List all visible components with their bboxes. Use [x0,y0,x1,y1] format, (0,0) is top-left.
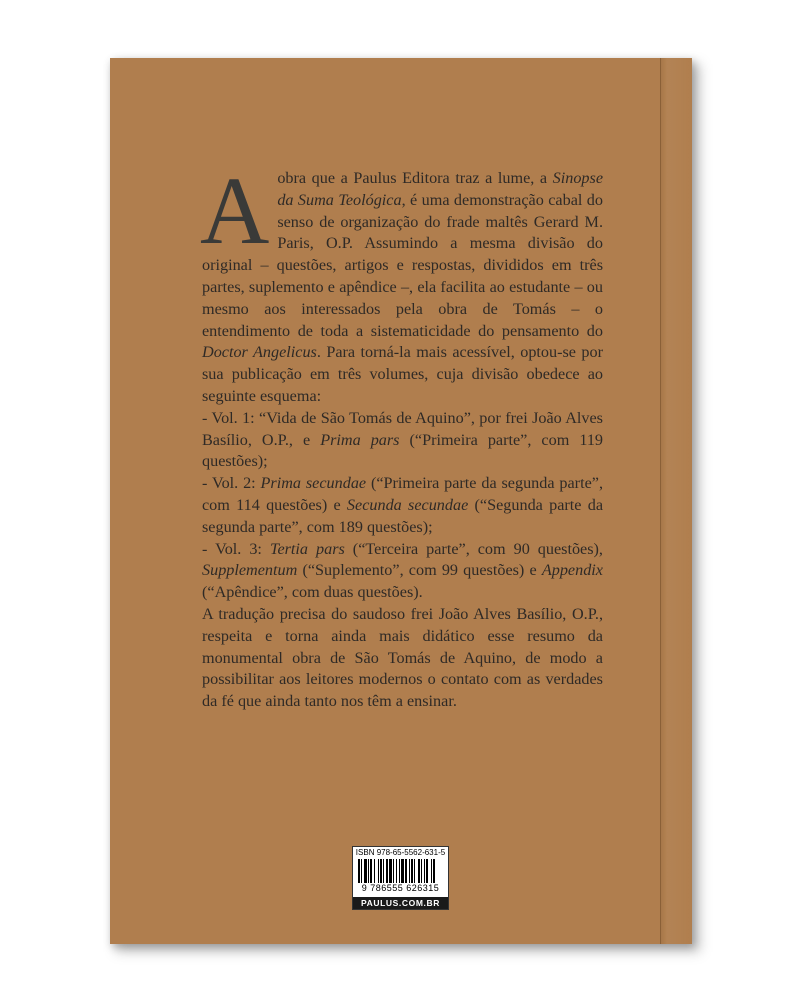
vol1-text-a: - Vol. 1: “Vida de São Tomás de Aquino”, por frei João Alves Basílio, O.P., e [202,408,603,449]
intro-text-b: , é uma demonstração cabal do senso de organização do frade maltês Gerard M. Paris, O.P. Assumindo a mesma divisão do original – questões, artigos e respostas, divididos em três partes, suplemento e apêndice –, ela facilita ao estudante – ou mesmo aos interessados pela obra de Tomás – o entendimento de toda a sistematicidade do pensamento do [202,190,603,340]
vol3-italic-2: Supplementum [202,561,298,580]
spine-fold [660,58,693,944]
vol3-text-d: (“Apêndice”, com duas questões). [202,583,423,602]
vol3-text-b: (“Terceira parte”, com 90 questões), [344,539,603,558]
closing-paragraph: A tradução precisa do saudoso frei João Alves Basílio, O.P., respeita e torna ainda mais didático esse resumo da monumental obra de São Tomás de Aquino, de modo a possibilitar aos leitores modernos o contato com as verdades da fé que ainda tanto nos têm a ensinar. [202,604,603,711]
volume-2-item [202,473,603,538]
barcode-digits: 9 786555 626315 [361,883,440,893]
isbn-number: ISBN 978-65-5562-631-5 [355,848,446,857]
book-title-italic: Sinopse da Suma Teológica [277,169,603,209]
vol3-text-a: - Vol. 3: [202,539,270,558]
vol3-text-c: (“Suplemento”, com 99 questões) e [297,561,542,580]
volume-3-item [202,539,603,604]
vol3-italic-3: Appendix [541,561,603,580]
vol2-text-b: (“Primeira parte da segunda parte”, com 114 questões) e [202,474,603,514]
vol2-text-a: - Vol. 2: [202,474,261,493]
vol2-text-c: (“Segunda parte da segunda parte”, com 189 questões); [202,495,604,536]
vol3-italic-1: Tertia pars [269,539,345,558]
intro-text-c: . Para torná-la mais acessível, optou-se por sua publicação em três volumes, cuja divisão obedece ao seguinte esquema: [202,343,603,405]
vol2-italic-1: Prima secundae [260,474,367,493]
synopsis-text [200,157,604,713]
doctor-angelicus-italic: Doctor Angelicus [202,343,317,362]
intro-text-a: obra que a Paulus Editora traz a lume, a [277,169,553,187]
vol1-text-b: (“Primeira parte”, com 119 questões); [202,430,604,471]
barcode-label [352,846,449,910]
vol1-italic: Prima pars [320,430,400,449]
vol2-italic-2: Secunda secundae [346,495,469,514]
drop-cap: A [200,157,270,264]
barcode-icon [357,859,444,883]
publisher-website: PAULUS.COM.BR [353,897,448,909]
volume-1-item [202,408,603,473]
